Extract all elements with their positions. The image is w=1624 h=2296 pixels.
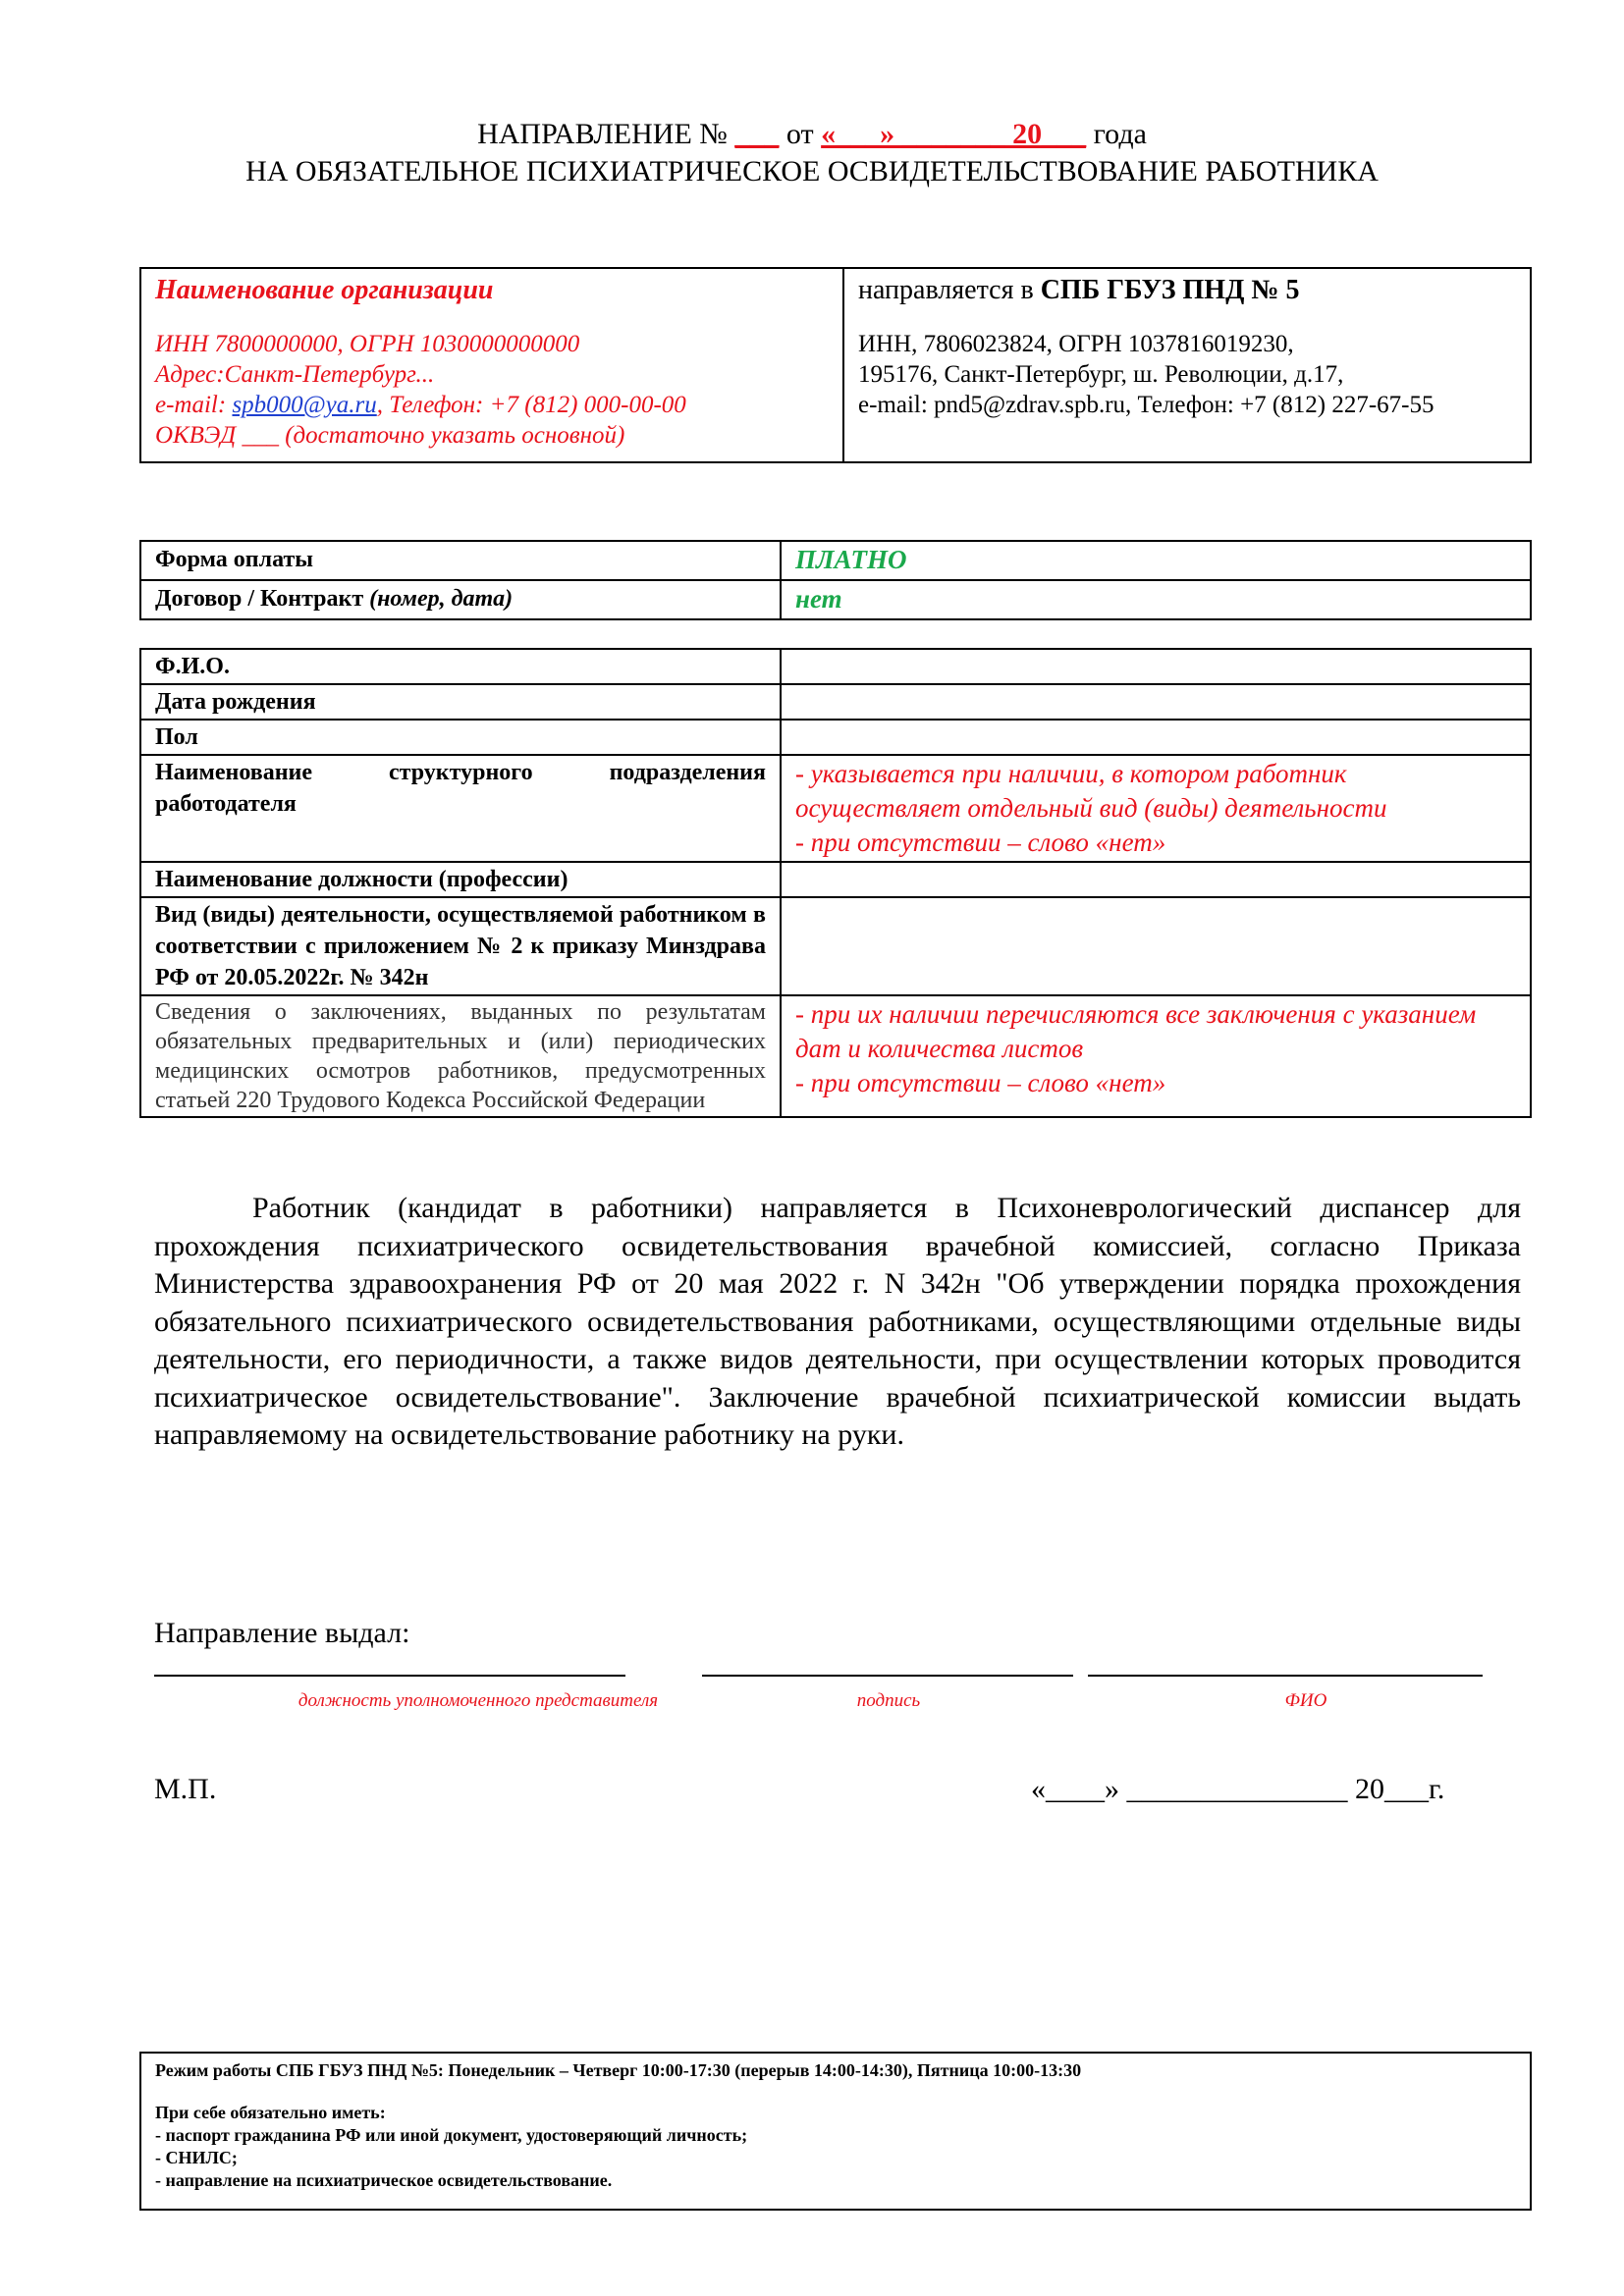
- conclusions-value: - при их наличии перечисляются все заключения с указанием дат и количества листов - при отсутствии – слово «нет»: [781, 995, 1531, 1117]
- bring-title: При себе обязательно иметь:: [155, 2103, 386, 2122]
- position-value: [781, 862, 1531, 897]
- department-value: - указывается при наличии, в котором работник осуществляет отдельный вид (виды) деятельности - при отсутствии – слово «нет»: [781, 755, 1531, 862]
- list-item: - паспорт гражданина РФ или иной документ, удостоверяющий личность;: [155, 2125, 748, 2145]
- contract-value: нет: [781, 580, 1531, 619]
- payment-table: [139, 540, 1532, 620]
- position-label: Наименование должности (профессии): [140, 862, 781, 897]
- signature-line: [702, 1675, 1073, 1677]
- fio-label: Ф.И.О.: [140, 649, 781, 684]
- table-row: [140, 995, 1531, 1117]
- table-row: [140, 862, 1531, 897]
- organization-name: Наименование организации: [155, 275, 494, 305]
- organization-address: Адрес:Санкт-Петербург...: [155, 361, 435, 388]
- recipient-name: направляется в СПБ ГБУЗ ПНД № 5: [858, 275, 1300, 305]
- position-caption: должность уполномоченного представителя: [298, 1690, 659, 1711]
- employee-table: [139, 648, 1532, 1118]
- working-hours: Режим работы СПБ ГБУЗ ПНД №5: Понедельник – Четверг 10:00-17:30 (перерыв 14:00-14:30), Пятница 10:00-13:30: [155, 2060, 1082, 2080]
- signature-caption: подпись: [856, 1690, 921, 1711]
- birth-date-value: [781, 684, 1531, 720]
- contract-label: Договор / Контракт (номер, дата): [140, 580, 781, 619]
- recipient-cell: [843, 268, 1531, 462]
- recipient-inn: ИНН, 7806023824, ОГРН 1037816019230,: [858, 331, 1294, 357]
- name-signature-line: [1088, 1675, 1483, 1677]
- list-item: - направление на психиатрическое освидетельствование.: [155, 2170, 613, 2190]
- issued-by-label: Направление выдал:: [154, 1617, 410, 1649]
- position-signature-line: [154, 1675, 625, 1677]
- table-row: [140, 541, 1531, 580]
- organization-contacts: e-mail: spb000@ya.ru, Телефон: +7 (812) 000-00-00: [155, 392, 686, 418]
- organization-inn: ИНН 7800000000, ОГРН 1030000000000: [155, 331, 580, 357]
- table-row: [140, 755, 1531, 862]
- organization-email-link[interactable]: spb000@ya.ru: [232, 392, 377, 418]
- list-item: - СНИЛС;: [155, 2148, 238, 2167]
- payment-form-value: ПЛАТНО: [781, 541, 1531, 580]
- table-row: [140, 649, 1531, 684]
- table-row: [140, 580, 1531, 619]
- footer-info-box: [139, 2052, 1532, 2211]
- activity-value: [781, 897, 1531, 995]
- recipient-address: 195176, Санкт-Петербург, ш. Революции, д.17,: [858, 361, 1344, 388]
- body-paragraph: Работник (кандидат в работники) направляется в Психоневрологический диспансер для прохождения психиатрического освидетельствования врачебной комиссией, согласно Приказа Министерства здравоохранения РФ от 20 мая 2022 г. N 342н "Об утверждении порядка прохождения обязательного психиатрического освидетельствования работниками, осуществляющими отдельные виды деятельности, его периодичности, а также видов деятельности, при осуществлении которых проводится психиатрическое освидетельствование". Заключение врачебной психиатрической комиссии выдать направляемому на освидетельствование работнику на руки.: [154, 1192, 1521, 1451]
- name-caption: ФИО: [1284, 1690, 1327, 1711]
- birth-date-label: Дата рождения: [140, 684, 781, 720]
- date-line: «____» _______________ 20___г.: [1031, 1773, 1445, 1805]
- number-blank: ___: [734, 118, 780, 150]
- table-row: [140, 720, 1531, 755]
- conclusions-label: Сведения о заключениях, выданных по результатам обязательных предварительных и (или) периодических медицинских осмотров работников, предусмотренных статьей 220 Трудового Кодекса Российской Федерации: [140, 995, 781, 1117]
- title-line-1: НАПРАВЛЕНИЕ № ___ от «___» _______ 20___ года: [477, 118, 1147, 150]
- document-title: [0, 116, 1624, 190]
- date-blank: «___» _______ 20___: [821, 118, 1087, 150]
- payment-form-label: Форма оплаты: [140, 541, 781, 580]
- table-row: [140, 684, 1531, 720]
- organization-table: [139, 267, 1532, 463]
- activity-label: Вид (виды) деятельности, осуществляемой работником в соответствии с приложением № 2 к приказу Минздрава РФ от 20.05.2022г. № 342н: [140, 897, 781, 995]
- sex-label: Пол: [140, 720, 781, 755]
- fio-value: [781, 649, 1531, 684]
- recipient-contacts: e-mail: pnd5@zdrav.spb.ru, Телефон: +7 (812) 227-67-55: [858, 392, 1435, 418]
- organization-cell: [140, 268, 843, 462]
- department-label: Наименование структурного подразделения работодателя: [140, 755, 781, 862]
- organization-okved: ОКВЭД ___ (достаточно указать основной): [155, 422, 625, 449]
- table-row: [140, 897, 1531, 995]
- sex-value: [781, 720, 1531, 755]
- stamp-place: М.П.: [154, 1773, 217, 1805]
- title-line-2: НА ОБЯЗАТЕЛЬНОЕ ПСИХИАТРИЧЕСКОЕ ОСВИДЕТЕЛЬСТВОВАНИЕ РАБОТНИКА: [245, 155, 1379, 187]
